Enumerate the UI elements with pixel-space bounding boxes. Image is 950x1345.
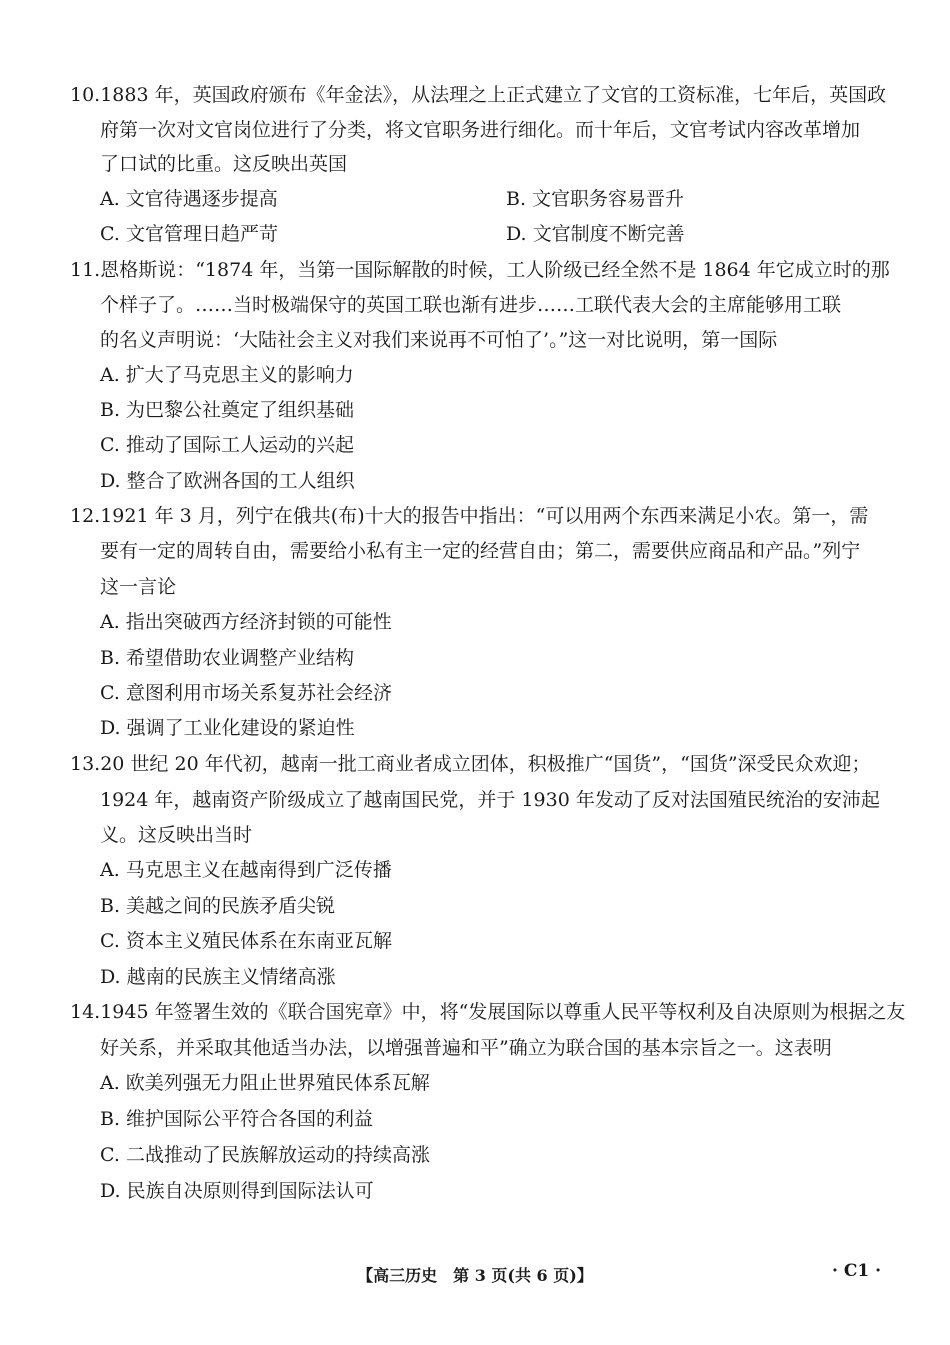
question-11-line-1: 11.恩格斯说：“1874 年，当第一国际解散的时候，工人阶级已经全然不是 1864 年它成立时的那 [70, 259, 890, 281]
question-13-option-b: B. 美越之间的民族矛盾尖锐 [100, 895, 336, 917]
question-12-option-c: C. 意图利用市场关系复苏社会经济 [100, 682, 392, 704]
question-13-option-c: C. 资本主义殖民体系在东南亚瓦解 [100, 930, 392, 952]
question-11-option-b: B. 为巴黎公社奠定了组织基础 [100, 399, 355, 421]
question-10-line-3: 了口试的比重。这反映出英国 [100, 153, 348, 175]
question-14-line-2: 好关系，并采取其他适当办法，以增强普遍和平”确立为联合国的基本宗旨之一。这表明 [100, 1037, 832, 1059]
question-11-option-a: A. 扩大了马克思主义的影响力 [100, 364, 354, 386]
question-10-option-c: C. 文官管理日趋严苛 [100, 223, 278, 245]
question-12-line-1: 12.1921 年 3 月，列宁在俄共(布)十大的报告中指出：“可以用两个东西来满足小农。第一，需 [70, 505, 869, 527]
question-11-line-2: 个样子了。……当时极端保守的英国工联也渐有进步……工联代表大会的主席能够用工联 [100, 294, 842, 316]
question-10-option-b: B. 文官职务容易晋升 [506, 188, 685, 210]
question-10-line-1: 10.1883 年，英国政府颁布《年金法》，从法理之上正式建立了文官的工资标准，七年后，英国政 [70, 84, 887, 106]
question-11-option-d: D. 整合了欧洲各国的工人组织 [100, 470, 355, 492]
question-13-option-d: D. 越南的民族主义情绪高涨 [100, 966, 336, 988]
paper-code: · C1 · [832, 1261, 882, 1281]
question-12-line-2: 要有一定的周转自由，需要给小私有主一定的经营自由；第二，需要供应商品和产品。”列宁 [100, 540, 861, 562]
question-14-option-c: C. 二战推动了民族解放运动的持续高涨 [100, 1144, 430, 1166]
question-12-option-d: D. 强调了工业化建设的紧迫性 [100, 717, 355, 739]
question-13-line-2: 1924 年，越南资产阶级成立了越南国民党，并于 1930 年发动了反对法国殖民统治的安沛起 [100, 789, 880, 811]
question-14-option-a: A. 欧美列强无力阻止世界殖民体系瓦解 [100, 1072, 430, 1094]
question-13-option-a: A. 马克思主义在越南得到广泛传播 [100, 859, 392, 881]
question-13-line-1: 13.20 世纪 20 年代初，越南一批工商业者成立团体，积极推广“国货”，“国货”深受民众欢迎； [70, 753, 871, 775]
question-14-option-d: D. 民族自决原则得到国际法认可 [100, 1180, 374, 1202]
question-14-option-b: B. 维护国际公平符合各国的利益 [100, 1108, 374, 1130]
question-12-line-3: 这一言论 [100, 576, 177, 598]
question-12-option-a: A. 指出突破西方经济封锁的可能性 [100, 611, 392, 633]
page-footer: 【高三历史 第 3 页(共 6 页)】 [357, 1266, 593, 1285]
question-14-line-1: 14.1945 年签署生效的《联合国宪章》中，将“发展国际以尊重人民平等权利及自决原则为根据之友 [70, 1001, 906, 1023]
question-13-line-3: 义。这反映出当时 [100, 824, 253, 846]
question-10-option-a: A. 文官待遇逐步提高 [100, 188, 278, 210]
question-11-line-3: 的名义声明说：‘大陆社会主义对我们来说再不可怕了’。”这一对比说明，第一国际 [100, 329, 778, 351]
question-11-option-c: C. 推动了国际工人运动的兴起 [100, 434, 354, 456]
question-10-line-2: 府第一次对文官岗位进行了分类，将文官职务进行细化。而十年后，文官考试内容改革增加 [100, 119, 861, 141]
question-10-option-d: D. 文官制度不断完善 [506, 223, 685, 245]
question-12-option-b: B. 希望借助农业调整产业结构 [100, 647, 355, 669]
